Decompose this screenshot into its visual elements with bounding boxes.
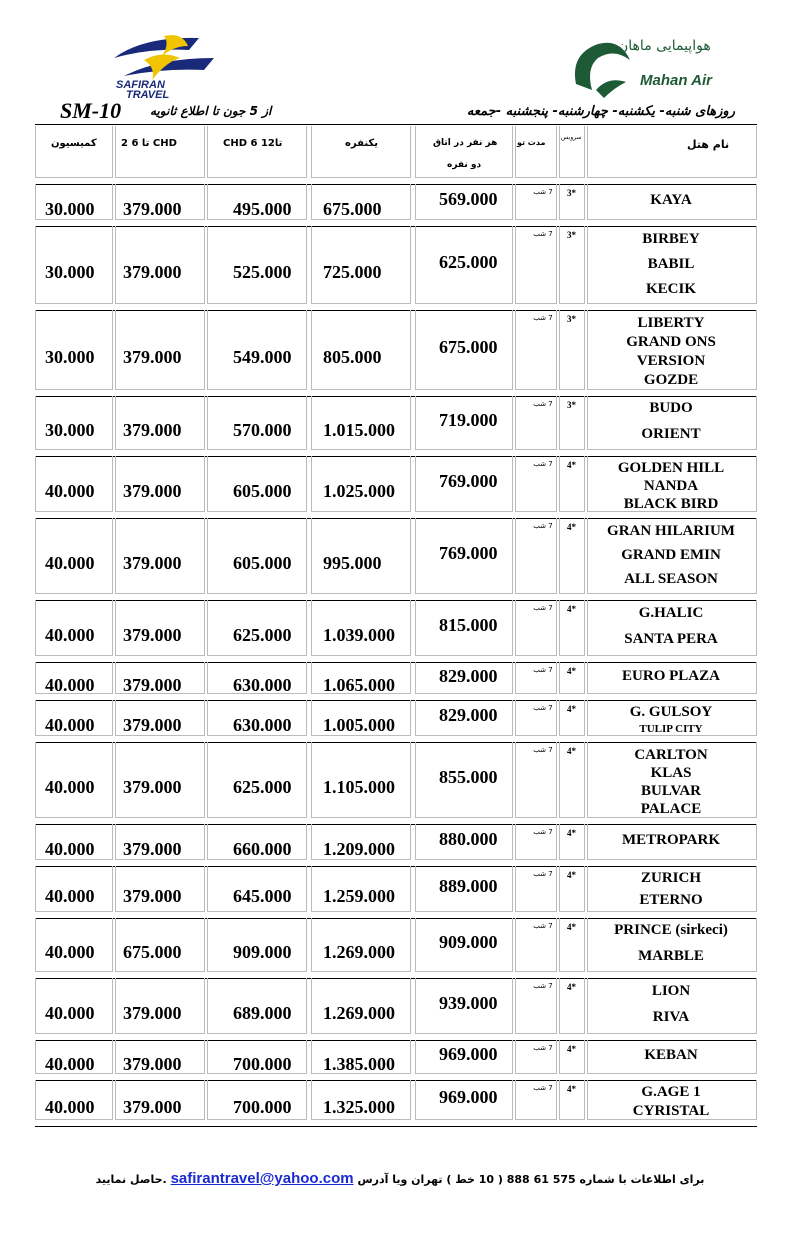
commission-value: 40.000 xyxy=(45,1054,95,1074)
hotel-name: VERSION xyxy=(636,353,706,369)
hotel-name: PALACE xyxy=(640,801,702,817)
commission-value: 40.000 xyxy=(45,1097,95,1117)
star-rating: 4* xyxy=(567,746,576,756)
table-row xyxy=(35,600,757,663)
footer-suffix: حاصل نمایید. xyxy=(95,1173,167,1186)
commission-value: 40.000 xyxy=(45,481,95,501)
validity-period: از 5 جون تا اطلاع ثانویه xyxy=(150,104,272,118)
chd-6-12-price: 570.000 xyxy=(233,420,292,440)
single-price: 1.065.000 xyxy=(323,675,395,695)
nights: 7 شب xyxy=(533,982,553,990)
chd-2-6-price: 379.000 xyxy=(123,1003,182,1023)
hotel-name: GOLDEN HILL xyxy=(617,460,725,476)
hotel-name: ZURICH xyxy=(640,870,701,886)
nights: 7 شب xyxy=(533,1084,553,1092)
table-row xyxy=(35,700,757,743)
star-rating: 4* xyxy=(567,828,576,838)
hotel-name: BUDO xyxy=(649,400,693,416)
header-chd-6-12: CHD 6 تا12 xyxy=(223,138,283,149)
double-price: 855.000 xyxy=(439,767,498,787)
nights: 7 شب xyxy=(533,704,553,712)
hotel-name: KLAS xyxy=(650,765,692,781)
contact-footer xyxy=(0,1170,800,1187)
nights: 7 شب xyxy=(533,1044,553,1052)
mahan-air-wordmark: Mahan Air xyxy=(640,72,712,89)
hotel-name: GOZDE xyxy=(643,372,699,388)
double-price: 880.000 xyxy=(439,829,498,849)
nights: 7 شب xyxy=(533,666,553,674)
hotel-name: KEBAN xyxy=(644,1047,698,1063)
double-price: 969.000 xyxy=(439,1087,498,1107)
table-cell xyxy=(515,310,557,390)
star-rating: 4* xyxy=(567,460,576,470)
single-price: 1.015.000 xyxy=(323,420,395,440)
double-price: 815.000 xyxy=(439,615,498,635)
nights: 7 شب xyxy=(533,230,553,238)
header-commission: کمیسیون xyxy=(51,138,97,149)
chd-2-6-price: 379.000 xyxy=(123,777,182,797)
table-row xyxy=(35,742,757,825)
hotel-name: RIVA xyxy=(652,1009,690,1025)
star-rating: 4* xyxy=(567,522,576,532)
double-price: 769.000 xyxy=(439,471,498,491)
hotel-name: CYRISTAL xyxy=(632,1103,710,1119)
commission-value: 40.000 xyxy=(45,675,95,695)
single-price: 1.325.000 xyxy=(323,1097,395,1117)
single-price: 725.000 xyxy=(323,262,382,282)
single-price: 1.269.000 xyxy=(323,942,395,962)
nights: 7 شب xyxy=(533,188,553,196)
table-header-row xyxy=(35,126,757,185)
safiran-line2: TRAVEL xyxy=(126,89,170,101)
nights: 7 شب xyxy=(533,314,553,322)
hotel-name: PRINCE (sirkeci) xyxy=(614,922,728,938)
commission-value: 40.000 xyxy=(45,715,95,735)
commission-value: 30.000 xyxy=(45,347,95,367)
header-duration: مدت تو xyxy=(517,138,546,147)
hotel-name: METROPARK xyxy=(621,832,721,848)
header-service: سرویس xyxy=(561,134,582,141)
single-price: 1.039.000 xyxy=(323,625,395,645)
table-row xyxy=(35,226,757,311)
chd-6-12-price: 605.000 xyxy=(233,481,292,501)
chd-2-6-price: 379.000 xyxy=(123,1054,182,1074)
nights: 7 شب xyxy=(533,400,553,408)
double-price: 909.000 xyxy=(439,932,498,952)
commission-value: 40.000 xyxy=(45,886,95,906)
star-rating: 4* xyxy=(567,982,576,992)
chd-2-6-price: 379.000 xyxy=(123,625,182,645)
commission-value: 30.000 xyxy=(45,420,95,440)
hotel-name: ALL SEASON xyxy=(624,571,718,587)
hotel-name: G. GULSOY xyxy=(629,704,713,720)
chd-6-12-price: 525.000 xyxy=(233,262,292,282)
hotel-name: LION xyxy=(651,983,691,999)
chd-6-12-price: 549.000 xyxy=(233,347,292,367)
chd-6-12-price: 495.000 xyxy=(233,199,292,219)
nights: 7 شب xyxy=(533,604,553,612)
chd-6-12-price: 645.000 xyxy=(233,886,292,906)
chd-2-6-price: 379.000 xyxy=(123,199,182,219)
chd-2-6-price: 379.000 xyxy=(123,481,182,501)
header-double-line2: دو نفره xyxy=(447,160,482,170)
table-row xyxy=(35,824,757,867)
nights: 7 شب xyxy=(533,460,553,468)
star-rating: 4* xyxy=(567,704,576,714)
chd-6-12-price: 605.000 xyxy=(233,553,292,573)
hotel-name: KAYA xyxy=(650,192,692,208)
single-price: 1.025.000 xyxy=(323,481,395,501)
double-price: 829.000 xyxy=(439,705,498,725)
chd-2-6-price: 379.000 xyxy=(123,262,182,282)
hotel-name: CARLTON xyxy=(634,747,708,763)
commission-value: 40.000 xyxy=(45,625,95,645)
safiran-wordmark xyxy=(116,80,169,100)
star-rating: 4* xyxy=(567,870,576,880)
chd-2-6-price: 379.000 xyxy=(123,886,182,906)
chd-6-12-price: 660.000 xyxy=(233,839,292,859)
double-price: 889.000 xyxy=(439,876,498,896)
star-rating: 3* xyxy=(567,314,576,324)
table-row xyxy=(35,518,757,601)
chd-6-12-price: 909.000 xyxy=(233,942,292,962)
table-row xyxy=(35,978,757,1041)
header-single: یکنفره xyxy=(345,138,378,149)
hotel-name: BIRBEY xyxy=(642,231,700,247)
chd-6-12-price: 689.000 xyxy=(233,1003,292,1023)
single-price: 1.105.000 xyxy=(323,777,395,797)
chd-2-6-price: 379.000 xyxy=(123,715,182,735)
double-price: 969.000 xyxy=(439,1044,498,1064)
header-chd-2-6: 2 تا 6 CHD xyxy=(121,138,177,149)
commission-value: 40.000 xyxy=(45,553,95,573)
single-price: 1.385.000 xyxy=(323,1054,395,1074)
star-rating: 4* xyxy=(567,666,576,676)
nights: 7 شب xyxy=(533,828,553,836)
header-double-line1: هر نفر در اتاق xyxy=(433,138,498,148)
table-row xyxy=(35,1080,757,1127)
safiran-line1: SAFIRAN xyxy=(116,79,165,91)
table-row xyxy=(35,184,757,227)
commission-value: 30.000 xyxy=(45,262,95,282)
chd-2-6-price: 379.000 xyxy=(123,1097,182,1117)
hotel-name: ORIENT xyxy=(641,426,701,442)
chd-6-12-price: 630.000 xyxy=(233,675,292,695)
commission-value: 40.000 xyxy=(45,777,95,797)
hotel-name: BULVAR xyxy=(640,783,702,799)
hotel-name: ETERNO xyxy=(639,892,703,908)
star-rating: 4* xyxy=(567,1044,576,1054)
hotel-name: SANTA PERA xyxy=(624,631,718,647)
chd-6-12-price: 700.000 xyxy=(233,1054,292,1074)
contact-email-link[interactable]: safirantravel@yahoo.com xyxy=(170,1170,354,1187)
nights: 7 شب xyxy=(533,746,553,754)
chd-2-6-price: 379.000 xyxy=(123,675,182,695)
double-price: 939.000 xyxy=(439,993,498,1013)
hotel-name: GRAND EMIN xyxy=(621,547,721,563)
table-row xyxy=(35,866,757,919)
single-price: 1.005.000 xyxy=(323,715,395,735)
hotel-name: BLACK BIRD xyxy=(623,496,719,512)
single-price: 805.000 xyxy=(323,347,382,367)
hotel-name: BABIL xyxy=(647,256,695,272)
nights: 7 شب xyxy=(533,522,553,530)
double-price: 569.000 xyxy=(439,189,498,209)
star-rating: 3* xyxy=(567,188,576,198)
table-row xyxy=(35,396,757,457)
double-price: 675.000 xyxy=(439,337,498,357)
star-rating: 4* xyxy=(567,1084,576,1094)
double-price: 625.000 xyxy=(439,252,498,272)
chd-6-12-price: 630.000 xyxy=(233,715,292,735)
double-price: 829.000 xyxy=(439,666,498,686)
single-price: 995.000 xyxy=(323,553,382,573)
nights: 7 شب xyxy=(533,922,553,930)
hotel-name: G.HALIC xyxy=(638,605,704,621)
table-row xyxy=(35,662,757,701)
commission-value: 40.000 xyxy=(45,942,95,962)
chd-2-6-price: 379.000 xyxy=(123,553,182,573)
hotel-name: KECIK xyxy=(645,281,696,297)
double-price: 719.000 xyxy=(439,410,498,430)
hotel-name: GRAND ONS xyxy=(626,334,716,350)
commission-value: 40.000 xyxy=(45,839,95,859)
chd-2-6-price: 379.000 xyxy=(123,839,182,859)
departure-days: روزهای شنبه- یکشنبه- چهارشنبه- پنجشنبه -جمعه xyxy=(466,104,735,119)
chd-2-6-price: 379.000 xyxy=(123,347,182,367)
star-rating: 3* xyxy=(567,230,576,240)
table-top-rule xyxy=(35,124,757,125)
chd-2-6-price: 675.000 xyxy=(123,942,182,962)
mahan-air-persian-name: هواپیمایی ماهان xyxy=(618,38,711,54)
chd-6-12-price: 625.000 xyxy=(233,777,292,797)
single-price: 675.000 xyxy=(323,199,382,219)
hotel-name: LIBERTY xyxy=(637,315,705,331)
nights: 7 شب xyxy=(533,870,553,878)
single-price: 1.269.000 xyxy=(323,1003,395,1023)
star-rating: 4* xyxy=(567,922,576,932)
hotel-name: TULIP CITY xyxy=(639,723,703,735)
hotel-name: G.AGE 1 xyxy=(641,1084,701,1100)
hotel-name: MARBLE xyxy=(638,948,704,964)
chd-6-12-price: 700.000 xyxy=(233,1097,292,1117)
star-rating: 3* xyxy=(567,400,576,410)
hotel-name: GRAN HILARIUM xyxy=(607,523,735,539)
commission-value: 40.000 xyxy=(45,1003,95,1023)
table-row xyxy=(35,918,757,979)
star-rating: 4* xyxy=(567,604,576,614)
single-price: 1.209.000 xyxy=(323,839,395,859)
hotel-name: NANDA xyxy=(643,478,699,494)
footer-prefix: برای اطلاعات با شماره 575 61 888 ( 10 خط ) تهران ویا آدرس xyxy=(357,1173,705,1186)
double-price: 769.000 xyxy=(439,543,498,563)
single-price: 1.259.000 xyxy=(323,886,395,906)
table-row xyxy=(35,456,757,519)
hotel-name: EURO PLAZA xyxy=(622,668,720,684)
commission-value: 30.000 xyxy=(45,199,95,219)
header-hotel: نام هتل xyxy=(687,138,730,151)
chd-2-6-price: 379.000 xyxy=(123,420,182,440)
table-row xyxy=(35,1040,757,1081)
tour-code: SM-10 xyxy=(60,98,122,123)
chd-6-12-price: 625.000 xyxy=(233,625,292,645)
table-row xyxy=(35,310,757,397)
